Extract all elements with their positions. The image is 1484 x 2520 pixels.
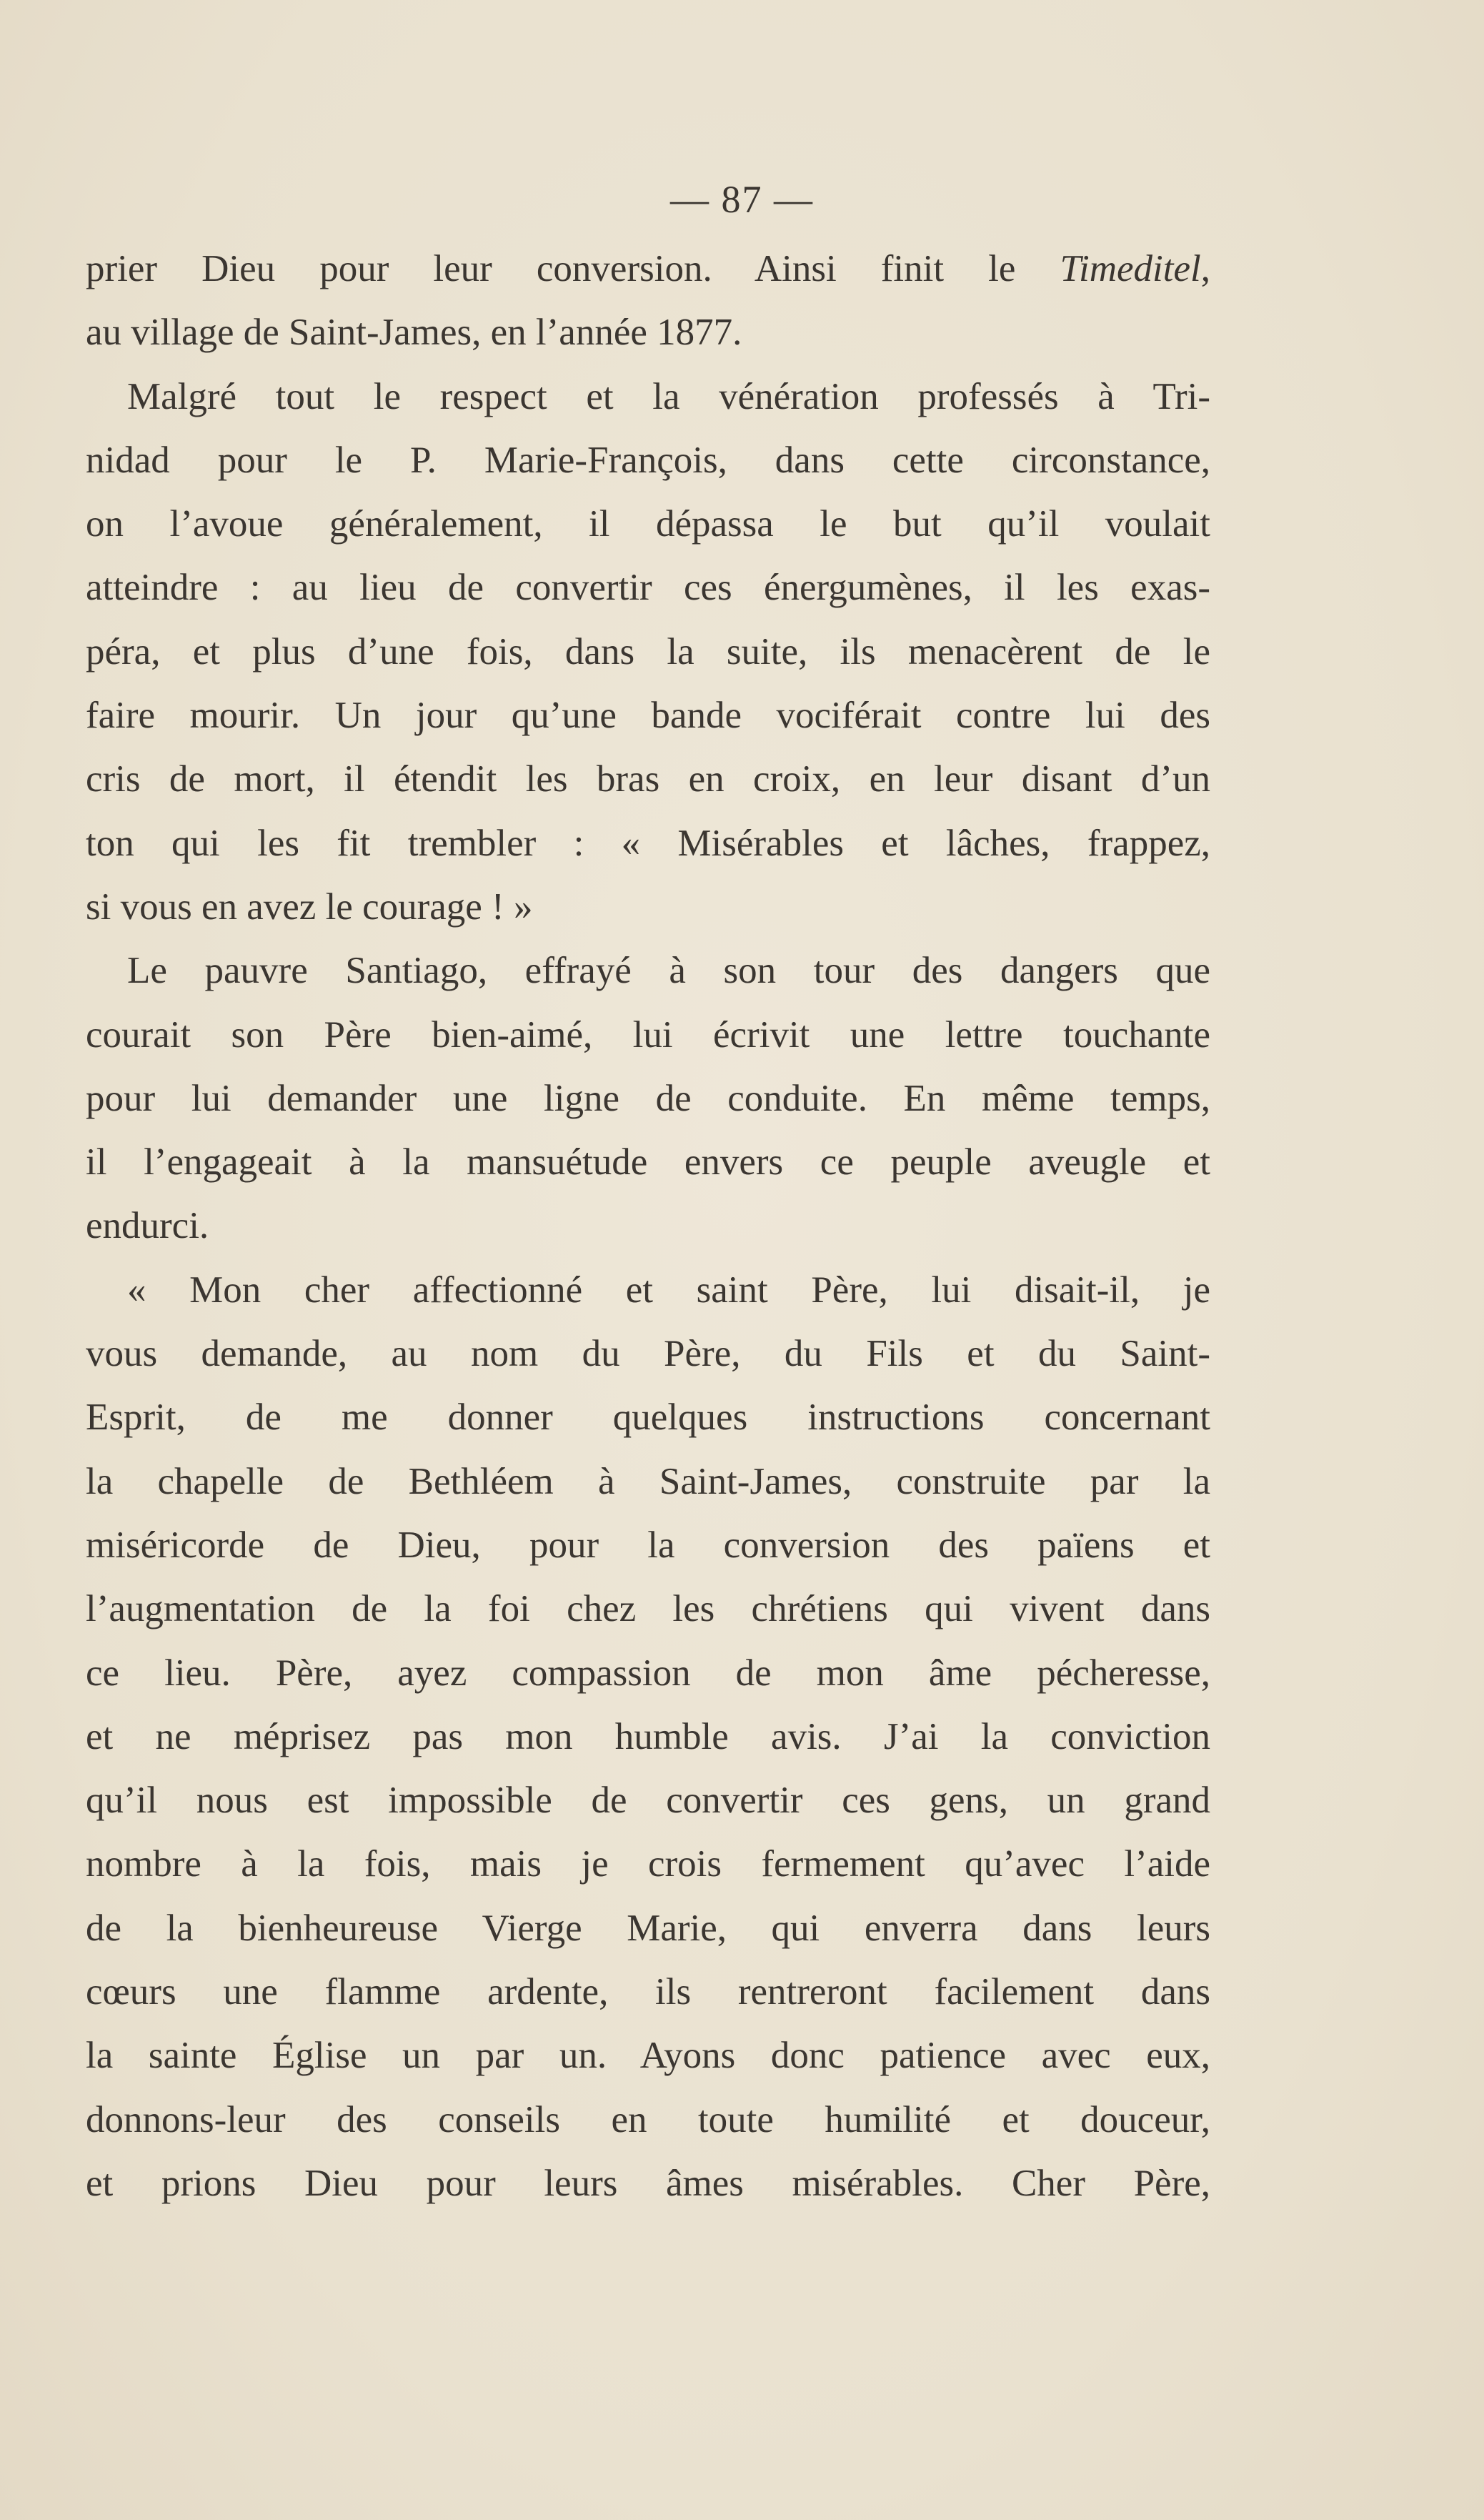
text-line-content: il l’engageait à la mansuétude envers ce peuple aveugle et (86, 1141, 1210, 1184)
text-line-content: nombre à la fois, mais je crois fermement qu’avec l’aide (86, 1843, 1210, 1885)
text-line (86, 2024, 1210, 2088)
text-line (86, 812, 1210, 875)
text-line-content: péra, et plus d’une fois, dans la suite, ils menacèrent de le (86, 630, 1210, 673)
text-line-content: courait son Père bien-aimé, lui écrivit une lettre touchante (86, 1013, 1210, 1056)
text-line (86, 1577, 1210, 1641)
text-line (86, 748, 1210, 811)
text-line (86, 875, 1210, 939)
text-line-content: ton qui les fit trembler : « Misérables et lâches, frappez, (86, 822, 1210, 864)
text-line-content: la chapelle de Bethléem à Saint-James, construite par la (86, 1460, 1210, 1502)
text-line (86, 301, 1210, 364)
text-line (86, 684, 1210, 748)
text-line (86, 1832, 1210, 1896)
text-line-content: vous demande, au nom du Père, du Fils et du Saint- (86, 1333, 1210, 1375)
text-line-content: cœurs une flamme ardente, ils rentreront facilement dans (86, 1971, 1210, 2013)
text-line (86, 1194, 1210, 1258)
text-line-content: Malgré tout le respect et la vénération professés à Tri- (127, 375, 1210, 417)
text-line-content: la sainte Église un par un. Ayons donc patience avec eux, (86, 2035, 1210, 2077)
text-line (86, 939, 1210, 1003)
text-line (86, 237, 1210, 301)
text-segment: , (1200, 248, 1210, 289)
text-line-content: cris de mort, il étendit les bras en croix, en leur disant d’un (86, 758, 1210, 800)
text-line (86, 1450, 1210, 1514)
text-line (86, 2088, 1210, 2152)
text-line (86, 429, 1210, 492)
text-line (86, 1259, 1210, 1322)
text-line-content: Le pauvre Santiago, effrayé à son tour des dangers que (127, 950, 1210, 992)
text-line-content: si vous en avez le courage ! » (86, 886, 533, 928)
text-line-content: donnons-leur des conseils en toute humilité et douceur, (86, 2098, 1210, 2140)
text-line-content: endurci. (86, 1205, 209, 1247)
text-line (86, 620, 1210, 684)
text-line-content: ce lieu. Père, ayez compassion de mon âme pécheresse, (86, 1652, 1210, 1694)
text-line-content: faire mourir. Un jour qu’une bande vociférait contre lui des (86, 695, 1210, 737)
text-line-content: au village de Saint-James, en l’année 1877. (86, 312, 742, 354)
text-line (86, 365, 1210, 429)
italic-term: Timeditel (1060, 248, 1201, 289)
text-line (86, 1322, 1210, 1386)
text-line (86, 492, 1210, 556)
text-line (86, 1897, 1210, 1960)
text-line-content: de la bienheureuse Vierge Marie, qui enverra dans leurs (86, 1907, 1210, 1949)
text-line (86, 1131, 1210, 1194)
text-line (86, 556, 1210, 620)
text-line (86, 1642, 1210, 1705)
page-body-text (86, 237, 1210, 2216)
text-line-content: nidad pour le P. Marie-François, dans cette circonstance, (86, 439, 1210, 481)
text-line (86, 1705, 1210, 1769)
text-line-content: atteindre : au lieu de convertir ces énergumènes, il les exas- (86, 567, 1210, 609)
text-segment: prier Dieu pour leur conversion. Ainsi finit le (86, 248, 1060, 289)
text-line-content: miséricorde de Dieu, pour la conversion des païens et (86, 1524, 1210, 1566)
text-line (86, 1960, 1210, 2024)
text-line-content: on l’avoue généralement, il dépassa le but qu’il voulait (86, 503, 1210, 545)
text-line-content: et ne méprisez pas mon humble avis. J’ai la conviction (86, 1715, 1210, 1757)
text-line-content: l’augmentation de la foi chez les chrétiens qui vivent dans (86, 1588, 1210, 1630)
text-line-content: « Mon cher affectionné et saint Père, lui disait-il, je (127, 1269, 1210, 1311)
text-line (86, 1514, 1210, 1577)
text-line (86, 1067, 1210, 1131)
page-number: — 87 — (670, 178, 814, 221)
text-line (86, 1386, 1210, 1449)
text-line-content: Esprit, de me donner quelques instructions concernant (86, 1397, 1210, 1439)
text-line-content: qu’il nous est impossible de convertir ces gens, un grand (86, 1780, 1210, 1822)
text-line (86, 1769, 1210, 1832)
text-line-content: et prions Dieu pour leurs âmes misérables. Cher Père, (86, 2162, 1210, 2204)
text-line-content: pour lui demander une ligne de conduite. En même temps, (86, 1077, 1210, 1119)
text-line (86, 1003, 1210, 1067)
text-line (86, 2152, 1210, 2216)
